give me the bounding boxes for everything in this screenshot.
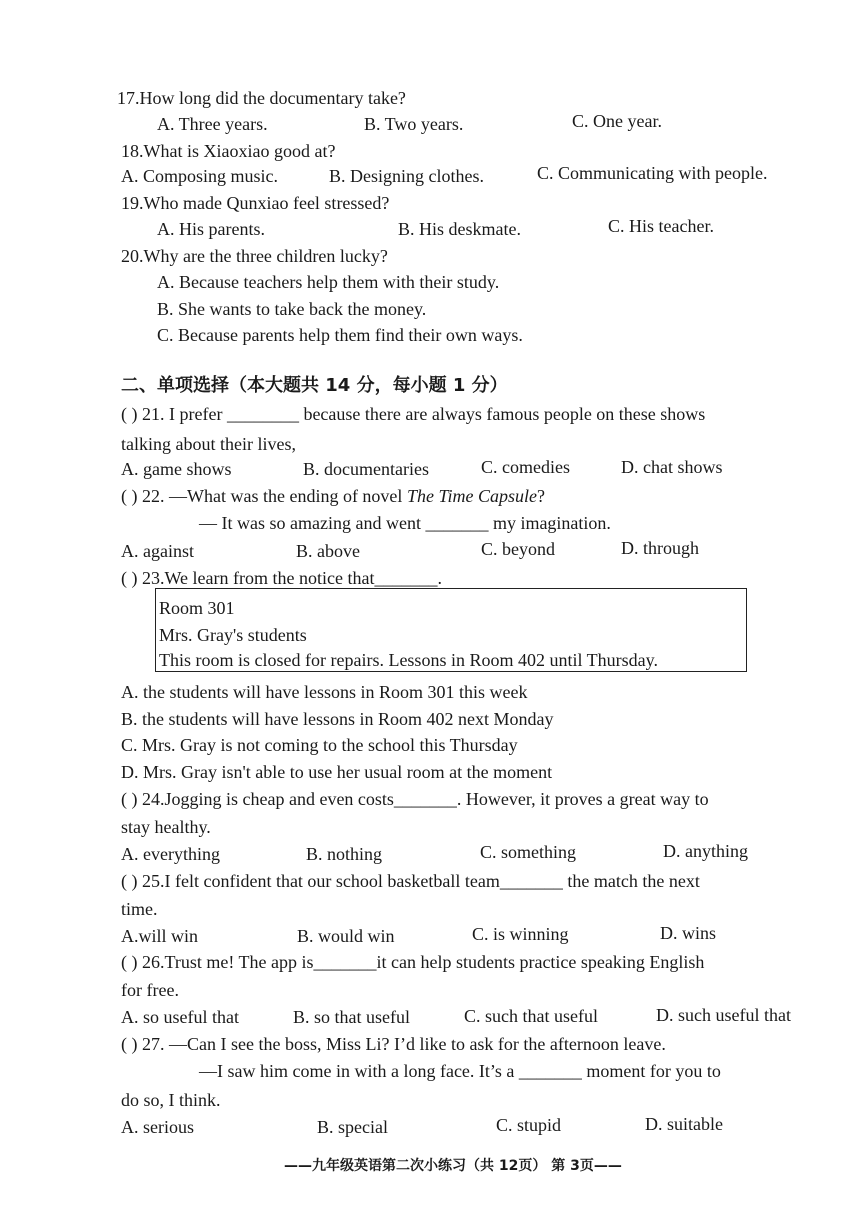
question-24-option-c: C. something (480, 842, 577, 862)
question-27-option-d: D. suitable (645, 1114, 723, 1134)
question-22-option-a: A. against (121, 541, 194, 561)
question-25-option-d: D. wins (660, 923, 717, 943)
question-17-option-b: B. Two years. (364, 114, 464, 134)
question-25-option-c: C. is winning (472, 924, 569, 944)
question-26-line-1: ( ) 26.Trust me! The app is_______it can help students practice speaking English (121, 952, 705, 972)
question-22-option-c: C. beyond (481, 539, 555, 559)
question-23-line-1: ( ) 23.We learn from the notice that_______. (121, 568, 442, 588)
question-24-line-2: stay healthy. (121, 817, 211, 837)
question-19-option-b: B. His deskmate. (398, 219, 521, 239)
question-20-option-b: B. She wants to take back the money. (157, 299, 427, 319)
question-22-line-1-post: ? (536, 486, 545, 506)
question-17-option-a: A. Three years. (157, 114, 268, 134)
question-17-option-c: C. One year. (572, 111, 662, 131)
question-18-option-a: A. Composing music. (121, 166, 279, 186)
question-23-option-b: B. the students will have lessons in Room 402 next Monday (121, 709, 554, 729)
question-22-line-2: — It was so amazing and went _______ my imagination. (199, 513, 611, 533)
question-27-line-2: —I saw him come in with a long face. It’s a _______ moment for you to (199, 1061, 721, 1081)
notice-line-message: This room is closed for repairs. Lessons in Room 402 until Thursday. (159, 650, 658, 670)
question-18-option-c: C. Communicating with people. (537, 163, 768, 183)
question-27-line-3: do so, I think. (121, 1090, 221, 1110)
question-25-line-2: time. (121, 899, 158, 919)
question-26-option-a: A. so useful that (121, 1007, 239, 1027)
question-26-option-c: C. such that useful (464, 1006, 598, 1026)
question-20-option-a: A. Because teachers help them with their study. (157, 272, 500, 292)
notice-line-room: Room 301 (159, 598, 235, 618)
question-23-option-d: D. Mrs. Gray isn't able to use her usual room at the moment (121, 762, 553, 782)
question-25-line-1: ( ) 25.I felt confident that our school basketball team_______ the match the next (121, 871, 700, 891)
question-18-stem: 18.What is Xiaoxiao good at? (121, 141, 336, 161)
question-27-line-1: ( ) 27. —Can I see the boss, Miss Li? I’d like to ask for the afternoon leave. (121, 1034, 666, 1054)
question-25-option-b: B. would win (297, 926, 395, 946)
question-22-line-1 (121, 484, 545, 508)
question-27-option-b: B. special (317, 1117, 388, 1137)
notice-line-students: Mrs. Gray's students (159, 625, 307, 645)
question-21-option-d: D. chat shows (621, 457, 723, 477)
notice-box (155, 588, 747, 672)
question-21-line-2: talking about their lives, (121, 434, 296, 454)
question-21-line-1: ( ) 21. I prefer ________ because there are always famous people on these shows (121, 404, 706, 424)
question-17-stem: 17.How long did the documentary take? (117, 88, 406, 108)
question-27-option-c: C. stupid (496, 1115, 562, 1135)
question-19-option-a: A. His parents. (157, 219, 265, 239)
question-24-line-1: ( ) 24.Jogging is cheap and even costs_______. However, it proves a great way to (121, 789, 709, 809)
page-footer: ——九年级英语第二次小练习（共 12页） 第 3页—— (284, 1158, 622, 1174)
question-18-option-b: B. Designing clothes. (329, 166, 484, 186)
question-20-stem: 20.Why are the three children lucky? (121, 246, 388, 266)
question-26-option-b: B. so that useful (293, 1007, 410, 1027)
question-21-option-b: B. documentaries (303, 459, 429, 479)
question-26-line-2: for free. (121, 980, 179, 1000)
question-24-option-d: D. anything (663, 841, 748, 861)
question-24-option-b: B. nothing (306, 844, 383, 864)
question-27-option-a: A. serious (121, 1117, 194, 1137)
question-23-option-c: C. Mrs. Gray is not coming to the school this Thursday (121, 735, 518, 755)
question-25-option-a: A.will win (121, 926, 199, 946)
question-22-option-d: D. through (621, 538, 699, 558)
question-19-stem: 19.Who made Qunxiao feel stressed? (121, 193, 390, 213)
section-2-heading: 二、单项选择（本大题共 14 分，每小题 1 分） (121, 375, 508, 396)
question-26-option-d: D. such useful that (656, 1005, 791, 1025)
question-20-option-c: C. Because parents help them find their own ways. (157, 325, 523, 345)
question-24-option-a: A. everything (121, 844, 220, 864)
question-21-option-c: C. comedies (481, 457, 570, 477)
question-22-option-b: B. above (296, 541, 360, 561)
question-23-option-a: A. the students will have lessons in Room 301 this week (121, 682, 528, 702)
question-22-line-1-pre: ( ) 22. —What was the ending of novel (121, 486, 407, 506)
novel-title: The Time Capsule (406, 486, 537, 506)
question-21-option-a: A. game shows (121, 459, 232, 479)
question-19-option-c: C. His teacher. (608, 216, 714, 236)
